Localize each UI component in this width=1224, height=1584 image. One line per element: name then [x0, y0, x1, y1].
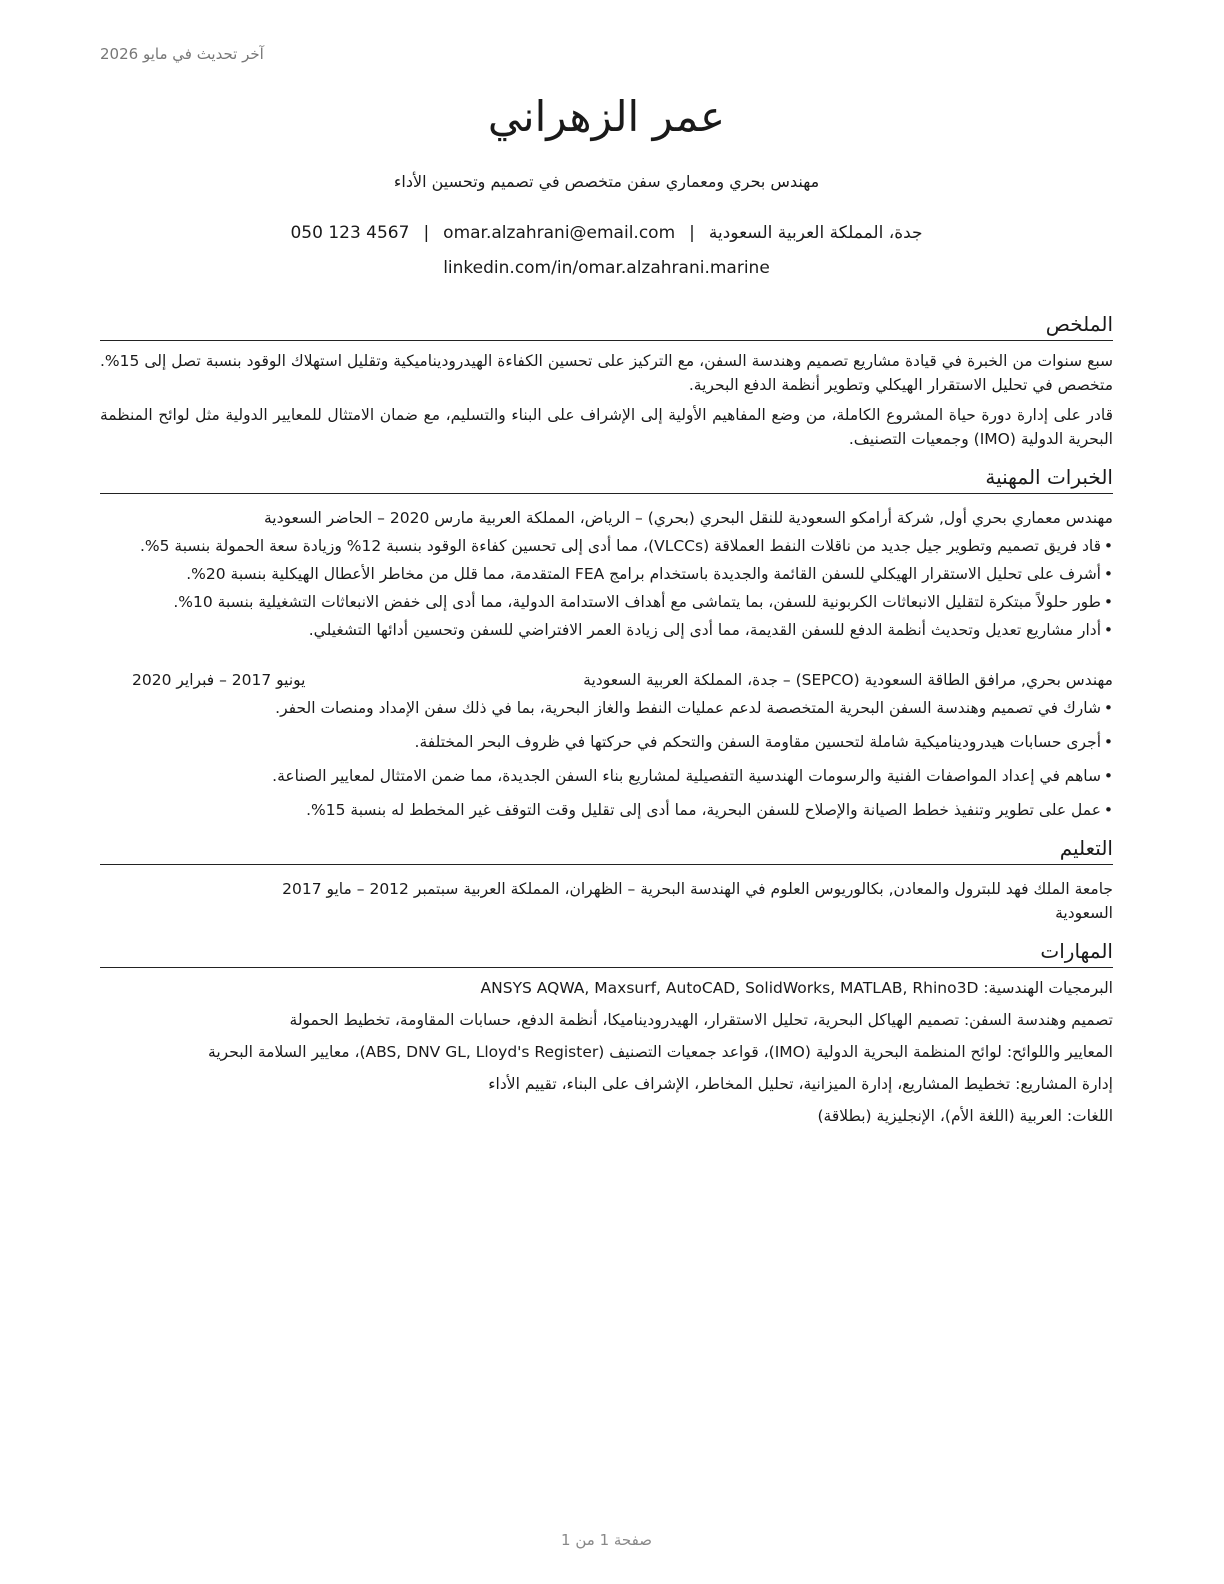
- job-bullet-list: [100, 696, 1113, 822]
- resume-page: [100, 0, 1113, 1584]
- summary-paragraph: قادر على إدارة دورة حياة المشروع الكاملة، من وضع المفاهيم الأولية إلى الإشراف على البناء والتسليم، مع ضمان الامتثال للمعايير الدولية مثل لوائح المنظمة البحرية الدولية (IMO) وجمعيات التصنيف.: [100, 406, 1113, 448]
- skill-line: إدارة المشاريع: تخطيط المشاريع، إدارة الميزانية، تحليل المخاطر، الإشراف على البناء، تقييم الأداء: [488, 1075, 1113, 1093]
- job-bullet: • طور حلولاً مبتكرة لتقليل الانبعاثات الكربونية للسفن، بما يتماشى مع أهداف الاستدامة الدولية، مما أدى إلى خفض الانبعاثات التشغيلية بنسبة 10%.: [100, 590, 1113, 614]
- job-bullet: • أدار مشاريع تعديل وتحديث أنظمة الدفع للسفن القديمة، مما أدى إلى زيادة العمر الافتراضي للسفن وتحسين أدائها التشغيلي.: [100, 618, 1113, 642]
- contact-separator: |: [689, 223, 695, 243]
- professional-headline: مهندس بحري ومعماري سفن متخصص في تصميم وتحسين الأداء: [393, 172, 820, 191]
- skills-section: [100, 937, 1113, 1128]
- job-bullet: • قاد فريق تصميم وتطوير جيل جديد من ناقلات النفط العملاقة (VLCCs)، مما أدى إلى تحسين كفاءة الوقود بنسبة 12% وزيادة سعة الحمولة بنسبة 5%.: [100, 534, 1113, 558]
- contact-separator: |: [423, 223, 430, 243]
- skill-line: البرمجيات الهندسية: ANSYS AQWA, Maxsurf, AutoCAD, SolidWorks, MATLAB, Rhino3D: [480, 979, 1113, 997]
- job-dates: يونيو 2017 – فبراير 2020: [132, 671, 306, 689]
- section-title-skills: المهارات: [100, 937, 1113, 968]
- job-title-company: مهندس بحري, مرافق الطاقة السعودية (SEPCO) – جدة، المملكة العربية السعودية: [583, 671, 1113, 689]
- contact-location: جدة، المملكة العربية السعودية: [708, 223, 923, 243]
- job-bullet-list: [100, 534, 1113, 642]
- contact-phone: 050 123 4567: [290, 223, 410, 243]
- linkedin-link[interactable]: linkedin.com/in/omar.alzahrani.marine: [443, 258, 770, 278]
- job-entry: [100, 506, 1113, 642]
- section-title-experience: الخبرات المهنية: [100, 463, 1113, 494]
- job-heading: [100, 668, 1113, 692]
- summary-paragraph: سبع سنوات من الخبرة في قيادة مشاريع تصميم وهندسة السفن، مع التركيز على تحسين الكفاءة الهيدروديناميكية وتقليل استهلاك الوقود بنسبة تصل إلى 15%. متخصص في تحليل الاستقرار الهيكلي وتطوير أنظمة الدفع البحرية.: [100, 352, 1113, 394]
- skill-line: تصميم وهندسة السفن: تصميم الهياكل البحرية، تحليل الاستقرار، الهيدروديناميكا، أنظمة الدفع، حسابات المقاومة، تخطيط الحمولة: [289, 1011, 1113, 1029]
- education-section: [100, 834, 1113, 925]
- summary-section: [100, 310, 1113, 451]
- section-title-education: التعليم: [100, 834, 1113, 865]
- job-bullet: • ساهم في إعداد المواصفات الفنية والرسومات الهندسية التفصيلية لمشاريع بناء السفن الجديدة، مما ضمن الامتثال لمعايير الصناعة.: [100, 764, 1113, 788]
- job-bullet: • شارك في تصميم وهندسة السفن البحرية المتخصصة لدعم عمليات النفط والغاز البحرية، بما في ذلك سفن الإمداد ومنصات الحفر.: [100, 696, 1113, 720]
- experience-section: [100, 463, 1113, 822]
- job-bullet: • أشرف على تحليل الاستقرار الهيكلي للسفن القائمة والجديدة باستخدام برامج FEA المتقدمة، مما قلل من مخاطر الأعطال الهيكلية بنسبة 20%.: [100, 562, 1113, 586]
- last-updated-note: آخر تحديث في مايو 2026: [100, 45, 264, 63]
- contact-line: [100, 223, 1113, 243]
- section-title-summary: الملخص: [100, 310, 1113, 341]
- job-bullet: • عمل على تطوير وتنفيذ خطط الصيانة والإصلاح للسفن البحرية، مما أدى إلى تقليل وقت التوقف غير المخطط له بنسبة 15%.: [100, 798, 1113, 822]
- job-heading: مهندس معماري بحري أول, شركة أرامكو السعودية للنقل البحري (بحري) – الرياض، المملكة العربية مارس 2020 – الحاضر السعودية: [263, 509, 1113, 527]
- contact-email[interactable]: omar.alzahrani@email.com: [443, 223, 676, 243]
- resume-content: [100, 310, 1113, 1128]
- education-entry: جامعة الملك فهد للبترول والمعادن, بكالوريوس العلوم في الهندسة البحرية – الظهران، المملكة العربية سبتمبر 2012 – مايو 2017 السعودية: [282, 880, 1113, 922]
- job-bullet: • أجرى حسابات هيدروديناميكية شاملة لتحسين مقاومة السفن والتحكم في حركتها في ظروف البحر المختلفة.: [100, 730, 1113, 754]
- candidate-name: عمر الزهراني: [487, 92, 726, 141]
- skill-line: المعايير واللوائح: لوائح المنظمة البحرية الدولية (IMO)، قواعد جمعيات التصنيف (ABS, DNV GL, Lloyd's Register)، معايير السلامة البحرية: [208, 1043, 1113, 1061]
- job-entry: [100, 668, 1113, 822]
- skill-line: اللغات: العربية (اللغة الأم)، الإنجليزية (بطلاقة): [817, 1107, 1113, 1125]
- page-number: صفحة 1 من 1: [561, 1531, 652, 1549]
